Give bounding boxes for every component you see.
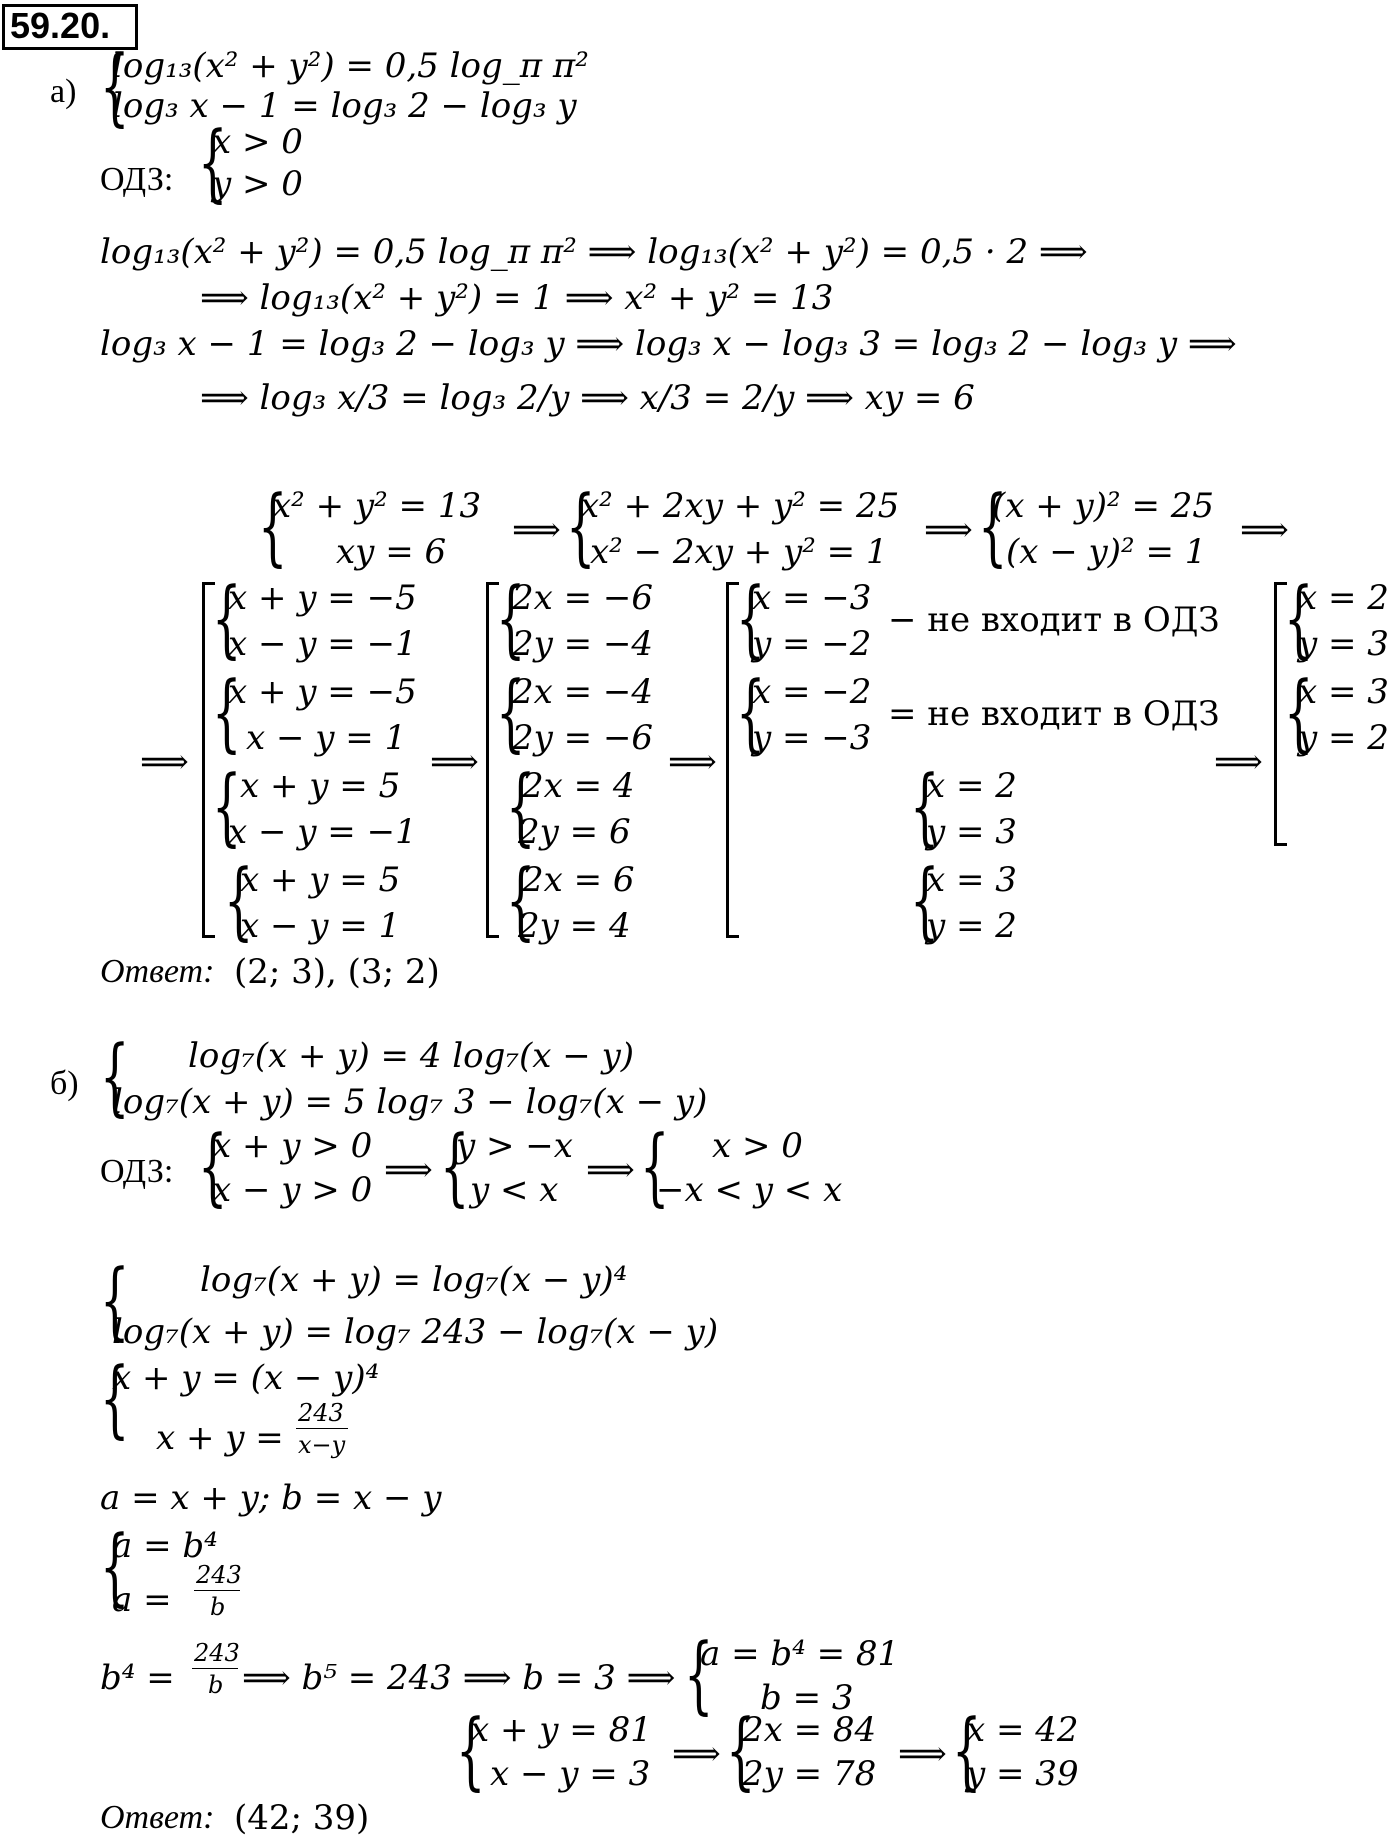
system-brace: { [506,757,536,855]
implies-arrow: ⟹ [512,510,561,550]
col2-1a: 2x = −6 [512,578,654,618]
implies-arrow: ⟹ [430,742,479,782]
col4-2a: x = 3 [1298,672,1389,712]
answer-label: Ответ: [100,953,215,990]
col1-2b: x − y = 1 [246,718,407,758]
answer-label: Ответ: [100,1799,215,1836]
sys3-eq2: (x − y)² = 1 [1006,532,1207,572]
system-brace: { [212,757,242,855]
system-brace: { [684,1625,714,1723]
sysG-eq2: y = 39 [966,1754,1079,1794]
col4-2b: y = 2 [1298,718,1389,758]
system-brace: { [910,851,940,949]
implies-arrow: ⟹ [672,1734,721,1774]
system-brace: { [258,477,288,575]
sysG-eq1: x = 42 [966,1710,1079,1750]
odz-b2-1: y > −x [456,1126,573,1166]
fraction-denominator: x−y [298,1431,346,1459]
odz-a-2: y > 0 [212,164,303,204]
implies-arrow: ⟹ [898,1734,947,1774]
implies-arrow: ⟹ [668,742,717,782]
system-brace: { [1284,663,1314,761]
system-brace: { [100,1517,130,1615]
part-b-label: б) [50,1065,79,1102]
col2-2a: 2x = −4 [512,672,654,712]
sysF-eq2: 2y = 78 [742,1754,877,1794]
sysD-eq1: a = b⁴ = 81 [700,1634,900,1674]
odz-b1-1: x + y > 0 [212,1126,373,1166]
fraction-numerator: 243 [298,1399,344,1427]
col1-3b: x − y = −1 [228,812,417,852]
system-brace: { [978,477,1008,575]
fraction-bar [194,1590,240,1591]
note-not-in-odz: = не входит в ОДЗ [888,694,1220,734]
system-brace: { [100,1349,130,1447]
system-brace: { [212,569,242,667]
col3-2b: y = −3 [752,718,872,758]
fraction-numerator: 243 [196,1561,242,1589]
system-a-eq2: log₃ x − 1 = log₃ 2 − log₃ y [112,86,577,126]
implies-arrow: ⟹ [140,742,189,782]
system-brace: { [456,1701,486,1799]
system-brace: { [736,569,766,667]
note-not-in-odz: − не входит в ОДЗ [888,600,1220,640]
system-brace: { [506,851,536,949]
odz-label: ОДЗ: [100,161,174,198]
system-a-eq1: log₁₃(x² + y²) = 0,5 log_π π² [112,46,589,86]
system-brace: { [496,569,526,667]
sys2-eq1: x² + 2xy + y² = 25 [580,486,900,526]
odz-label: ОДЗ: [100,1153,174,1190]
last-step-lhs: b⁴ = [100,1658,175,1698]
col2-3b: 2y = 6 [518,812,631,852]
col3-3b: y = 3 [926,812,1017,852]
system-brace: { [440,1117,470,1215]
col1-4b: x − y = 1 [240,906,401,946]
sys1-eq1: x² + y² = 13 [272,486,482,526]
system-brace: { [212,663,242,761]
sysC-eq2: a = [112,1580,172,1620]
sysA-eq2: log₇(x + y) = log₇ 243 − log₇(x − y) [112,1312,719,1352]
system-brace: { [640,1117,670,1215]
sysE-eq2: x − y = 3 [490,1754,651,1794]
fraction-bar [192,1668,238,1669]
step-a-1: log₁₃(x² + y²) = 0,5 log_π π² ⟹ log₁₃(x² + y²) = 0,5 · 2 ⟹ [100,232,1088,272]
system-brace: { [198,113,228,211]
col3-1b: y = −2 [752,624,872,664]
col2-2b: 2y = −6 [512,718,654,758]
col1-1b: x − y = −1 [228,624,417,664]
system-b-eq1: log₇(x + y) = 4 log₇(x − y) [188,1036,635,1076]
col4-1a: x = 2 [1298,578,1389,618]
system-brace: { [198,1117,228,1215]
sys3-eq1: (x + y)² = 25 [992,486,1215,526]
odz-b3-1: x > 0 [712,1126,803,1166]
implies-arrow: ⟹ [924,510,973,550]
system-brace: { [726,1701,756,1799]
sysD-eq2: b = 3 [760,1678,854,1718]
sysB-eq1: x + y = (x − y)⁴ [112,1358,380,1398]
col4-1b: y = 3 [1298,624,1389,664]
problem-number: 59.20. [10,5,111,46]
system-brace: { [1284,569,1314,667]
fraction-numerator: 243 [194,1639,240,1667]
col3-2a: x = −2 [752,672,872,712]
fraction-denominator: b [210,1593,226,1621]
col2-1b: 2y = −4 [512,624,654,664]
substitution: a = x + y; b = x − y [100,1478,442,1518]
col2-4b: 2y = 4 [518,906,631,946]
sysF-eq1: 2x = 84 [742,1710,877,1750]
fraction-bar [296,1428,348,1429]
odz-a-1: x > 0 [212,122,303,162]
step-a-4: ⟹ log₃ x/3 = log₃ 2/y ⟹ x/3 = 2/y ⟹ xy = 6 [200,378,975,418]
implies-arrow: ⟹ [586,1150,635,1190]
col3-4a: x = 3 [926,860,1017,900]
step-a-3: log₃ x − 1 = log₃ 2 − log₃ y ⟹ log₃ x − log₃ 3 = log₃ 2 − log₃ y ⟹ [100,324,1237,364]
col1-1a: x + y = −5 [228,578,417,618]
system-brace: { [100,1027,130,1125]
answer-b: (42; 39) [234,1798,370,1838]
system-brace: { [100,1251,130,1349]
system-brace: { [952,1701,982,1799]
implies-arrow: ⟹ [384,1150,433,1190]
col1-2a: x + y = −5 [228,672,417,712]
col2-3a: 2x = 4 [522,766,635,806]
fraction-denominator: b [208,1671,224,1699]
system-brace: { [100,37,130,135]
sysC-eq1: a = b⁴ [112,1526,218,1566]
sys2-eq2: x² − 2xy + y² = 1 [590,532,888,572]
system-b-eq2: log₇(x + y) = 5 log₇ 3 − log₇(x − y) [112,1082,708,1122]
system-brace: { [910,757,940,855]
system-brace: { [736,663,766,761]
system-brace: { [224,851,254,949]
col2-4a: 2x = 6 [522,860,635,900]
part-a-label: а) [50,73,77,110]
implies-arrow: ⟹ [1240,510,1289,550]
odz-b3-2: −x < y < x [656,1170,843,1210]
system-brace: { [566,477,596,575]
col3-3a: x = 2 [926,766,1017,806]
col3-4b: y = 2 [926,906,1017,946]
implies-arrow: ⟹ [1214,742,1263,782]
col1-3a: x + y = 5 [240,766,401,806]
sysE-eq1: x + y = 81 [470,1710,652,1750]
last-step-rhs: ⟹ b⁵ = 243 ⟹ b = 3 ⟹ [242,1658,676,1698]
step-a-2: ⟹ log₁₃(x² + y²) = 1 ⟹ x² + y² = 13 [200,278,834,318]
sysB-eq2: x + y = [156,1418,284,1458]
system-brace: { [496,663,526,761]
sys1-eq2: xy = 6 [336,532,447,572]
col1-4a: x + y = 5 [240,860,401,900]
odz-b2-2: y < x [470,1170,559,1210]
odz-b1-2: x − y > 0 [212,1170,373,1210]
col3-1a: x = −3 [752,578,872,618]
sysA-eq1: log₇(x + y) = log₇(x − y)⁴ [200,1260,628,1300]
answer-a: (2; 3), (3; 2) [234,952,440,992]
